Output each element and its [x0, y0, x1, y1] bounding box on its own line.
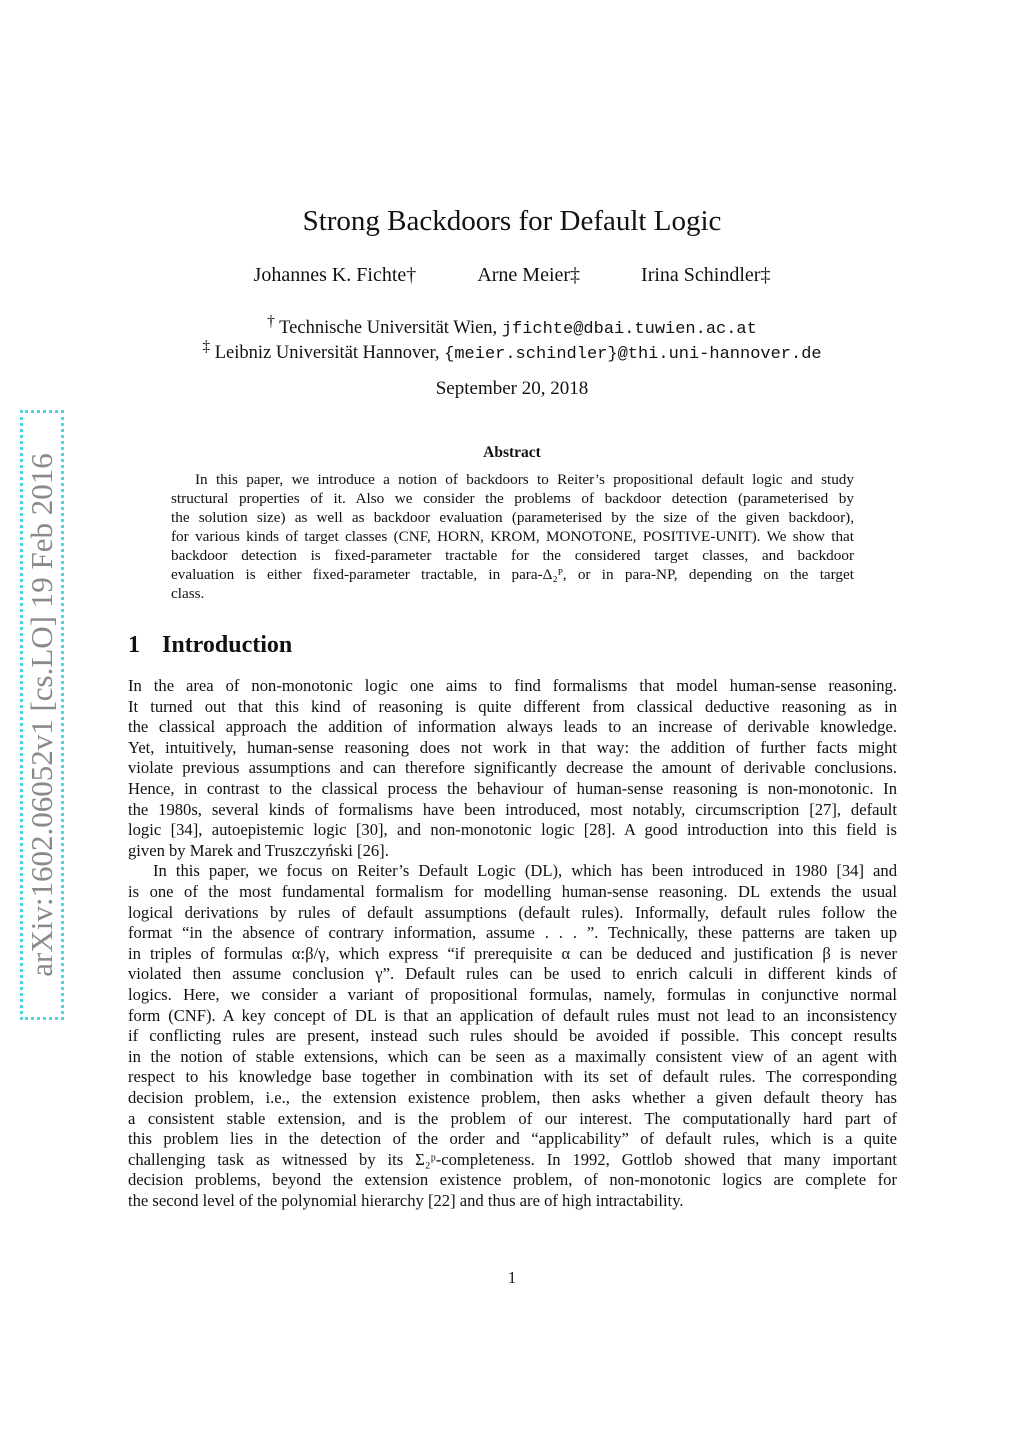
affiliation-mark: ‡ — [202, 338, 211, 355]
body-line: logic [34], autoepistemic logic [30], and non-monotonic logic [28]. A good introduction into this field is — [128, 820, 897, 840]
body-line: decision problems, beyond the extension existence problem, of non-monotonic logics are complete for — [128, 1170, 897, 1190]
page-number: 1 — [507, 1268, 517, 1287]
body-line: is one of the most fundamental formalism for modelling human-sense reasoning. DL extends the usual — [128, 882, 897, 901]
section-heading — [128, 632, 292, 659]
section-title: Introduction — [162, 632, 293, 658]
body-line: violate previous assumptions and can therefore significantly decrease the amount of derivable conclusions. — [128, 758, 897, 778]
body-line: In the area of non-monotonic logic one aims to find formalisms that model human-sense reasoning. — [128, 676, 897, 695]
author: Johannes K. Fichte† — [253, 264, 417, 286]
affiliation-name: Leibniz Universität Hannover, — [214, 343, 440, 364]
paper-title: Strong Backdoors for Default Logic — [302, 205, 722, 237]
abstract-heading: Abstract — [483, 444, 541, 461]
body-line: the 1980s, several kinds of formalisms have been introduced, most notably, circumscription [27], default — [128, 799, 897, 819]
body-line: format “in the absence of contrary information, assume . . . ”. Technically, these patterns are taken up — [128, 923, 897, 943]
body-line: a consistent stable extension, and is the problem of our interest. The computationally hard part of — [128, 1108, 897, 1128]
abstract-line: backdoor detection is fixed-parameter tractable for the considered target classes, and backdoor — [171, 547, 854, 564]
body-line: challenging task as witnessed by its Σ₂ᵖ-completeness. In 1992, Gottlob showed that many important — [128, 1149, 897, 1169]
body-line: Yet, intuitively, human-sense reasoning does not work in that way: the addition of further facts might — [128, 737, 897, 757]
arxiv-identifier: arXiv:1602.06052v1 [cs.LO] 19 Feb 2016 — [24, 453, 59, 977]
abstract-line: In this paper, we introduce a notion of backdoors to Reiter’s propositional default logic and study — [195, 471, 854, 488]
body-line: decision problem, i.e., the extension existence problem, then asks whether a given default theory has — [128, 1088, 897, 1107]
abstract-line: class. — [171, 585, 205, 602]
abstract-line: for various kinds of target classes (CNF, HORN, KROM, MONOTONE, POSITIVE-UNIT). We show that — [171, 528, 854, 545]
affiliation — [0, 338, 1024, 364]
abstract-line: the solution size) as well as backdoor evaluation (parameterised by the size of the given backdoor), — [171, 509, 854, 526]
author: Irina Schindler‡ — [641, 264, 771, 286]
affiliation-mark: † — [267, 313, 275, 330]
affiliation-name: Technische Universität Wien, — [279, 318, 498, 339]
body-line: if conflicting rules are present, instead such rules should be avoided if possible. This concept results — [128, 1026, 897, 1046]
body-line: in the notion of stable extensions, which can be seen as a maximally consistent view of an agent with — [128, 1046, 897, 1066]
affiliation-email: {meier.schindler}@thi.uni-hannover.de — [444, 345, 822, 365]
body-line: form (CNF). A key concept of DL is that an application of default rules must not lead to an inconsistency — [128, 1005, 897, 1025]
body-line: In this paper, we focus on Reiter’s Default Logic (DL), which has been introduced in 1980 [34] and — [153, 861, 897, 881]
body-line: logics. Here, we consider a variant of propositional formulas, namely, formulas in conjunctive normal — [128, 985, 897, 1004]
arxiv-stamp — [20, 410, 64, 1020]
body-line: It turned out that this kind of reasoning is quite different from classical deductive reasoning as in — [128, 696, 897, 716]
body-line: logical derivations by rules of default assumptions (default rules). Informally, default rules follow the — [128, 902, 897, 922]
author-list — [0, 264, 1024, 287]
body-line: Hence, in contrast to the classical process the behaviour of human-sense reasoning is non-monotonic. In — [128, 779, 897, 798]
abstract-line: evaluation is either fixed-parameter tractable, in para-Δ₂ᴾ, or in para-NP, depending on the target — [171, 566, 854, 583]
body-line: the second level of the polynomial hierarchy [22] and thus are of high intractability. — [128, 1191, 684, 1210]
body-line: violated then assume conclusion γ”. Default rules can be used to enrich calculi in different kinds of — [128, 964, 897, 984]
body-line: in triples of formulas α:β/γ, which express “if prerequisite α can be deduced and justification β is never — [128, 943, 897, 963]
author: Arne Meier‡ — [477, 264, 581, 286]
body-line: the classical approach the addition of information always leads to an increase of derivable knowledge. — [128, 717, 897, 737]
abstract-line: structural properties of it. Also we consider the problems of backdoor detection (parameterised by — [171, 490, 854, 507]
body-line: respect to his knowledge base together in combination with its set of default rules. The corresponding — [128, 1067, 897, 1087]
body-line: given by Marek and Truszczyński [26]. — [128, 840, 389, 860]
paper-date: September 20, 2018 — [435, 378, 589, 399]
body-line: this problem lies in the detection of the order and “applicability” of default rules, which is a quite — [128, 1129, 897, 1149]
affiliation-email: jfichte@dbai.tuwien.ac.at — [501, 320, 757, 340]
section-number: 1 — [128, 632, 140, 658]
affiliation — [0, 313, 1024, 339]
